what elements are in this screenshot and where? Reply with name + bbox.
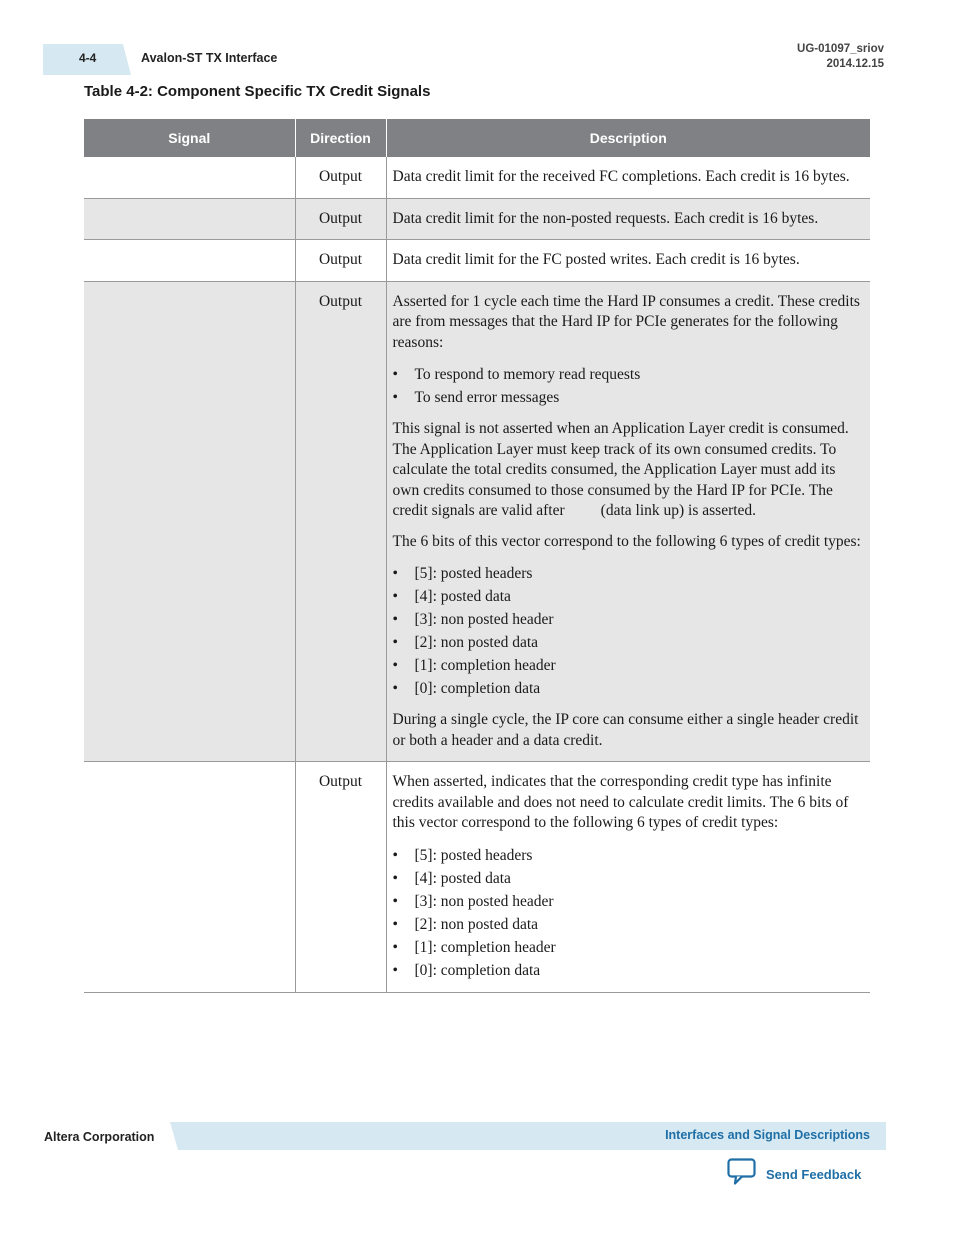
table-row	[84, 198, 870, 240]
signal-cell	[84, 281, 295, 762]
signal-cell	[84, 240, 295, 282]
list-item: • [0]: completion data	[393, 677, 865, 700]
description-paragraph: Asserted for 1 cycle each time the Hard IP consumes a credit. These credits are from messages that the Hard IP for PCIe generates for the following reasons:	[392, 292, 860, 351]
signal-cell	[84, 198, 295, 240]
document-id: UG-01097_sriov	[797, 43, 884, 55]
table-row	[84, 762, 870, 993]
description-paragraph: Data credit limit for the non-posted requests. Each credit is 16 bytes.	[392, 209, 819, 227]
document-date: 2014.12.15	[826, 58, 884, 70]
list-item: • [0]: completion data	[393, 959, 865, 982]
list-item: • [1]: completion header	[393, 654, 865, 677]
direction-cell: Output	[295, 240, 386, 282]
description-cell	[386, 762, 870, 993]
table-header-row	[84, 119, 870, 157]
list-item: • [1]: completion header	[393, 936, 865, 959]
column-header-description: Description	[386, 119, 870, 157]
table-title: Table 4-2: Component Specific TX Credit Signals	[84, 83, 431, 100]
description-paragraph: Data credit limit for the FC posted writes. Each credit is 16 bytes.	[392, 251, 800, 268]
description-text: This signal is not asserted when an Application Layer credit is consumed. The Application Layer must keep track of its own consumed credits. To calculate the total credits consumed, the Application Layer must add its own credits consumed to those consumed by the Hard IP for PCIe. The credit signals are valid after	[392, 420, 849, 519]
document-info	[797, 42, 884, 72]
list-item: • [3]: non posted header	[393, 890, 865, 913]
list-item: • [4]: posted data	[393, 585, 865, 608]
footer-chapter-link[interactable]: Interfaces and Signal Descriptions	[665, 1128, 870, 1142]
direction-cell: Output	[295, 198, 386, 240]
send-feedback-label[interactable]: Send Feedback	[766, 1166, 862, 1182]
description-cell	[386, 157, 870, 198]
column-header-signal: Signal	[84, 119, 295, 157]
description-paragraph: During a single cycle, the IP core can consume either a single header credit or both a header and a data credit.	[392, 711, 859, 749]
table-row	[84, 240, 870, 282]
description-cell	[386, 281, 870, 762]
description-paragraph: The 6 bits of this vector correspond to the following 6 types of credit types:	[392, 532, 861, 550]
footer-company: Altera Corporation	[44, 1130, 155, 1144]
bullet-list	[393, 844, 865, 982]
description-paragraph: When asserted, indicates that the corresponding credit type has infinite credits available and does not need to calculate credit limits. The 6 bits of this vector correspond to the following 6 types of credit types:	[392, 773, 849, 831]
signal-cell	[84, 157, 295, 198]
signal-cell	[84, 762, 295, 993]
description-text: (data link up) is asserted.	[600, 502, 757, 519]
list-item: • [5]: posted headers	[393, 562, 865, 585]
column-header-direction: Direction	[295, 119, 386, 157]
direction-cell: Output	[295, 157, 386, 198]
list-item: • [5]: posted headers	[393, 844, 865, 867]
bullet-list	[393, 562, 865, 700]
section-title: Avalon-ST TX Interface	[141, 51, 278, 65]
table-row	[84, 281, 870, 762]
description-paragraph: Data credit limit for the received FC completions. Each credit is 16 bytes.	[392, 168, 850, 185]
description-cell	[386, 240, 870, 282]
list-item: • To send error messages	[393, 386, 865, 409]
direction-cell: Output	[295, 281, 386, 762]
page-number: 4-4	[79, 51, 97, 65]
description-cell	[386, 198, 870, 240]
list-item: • [4]: posted data	[393, 867, 865, 890]
bullet-list	[393, 363, 865, 409]
list-item: • [3]: non posted header	[393, 608, 865, 631]
send-feedback-link[interactable]	[727, 1158, 861, 1190]
direction-cell: Output	[295, 762, 386, 993]
description-paragraph	[393, 419, 865, 522]
signal-table	[84, 119, 870, 993]
speech-bubble-icon	[727, 1158, 756, 1190]
list-item: • [2]: non posted data	[393, 631, 865, 654]
list-item: • [2]: non posted data	[393, 913, 865, 936]
table-row	[84, 157, 870, 198]
list-item: • To respond to memory read requests	[393, 363, 865, 386]
